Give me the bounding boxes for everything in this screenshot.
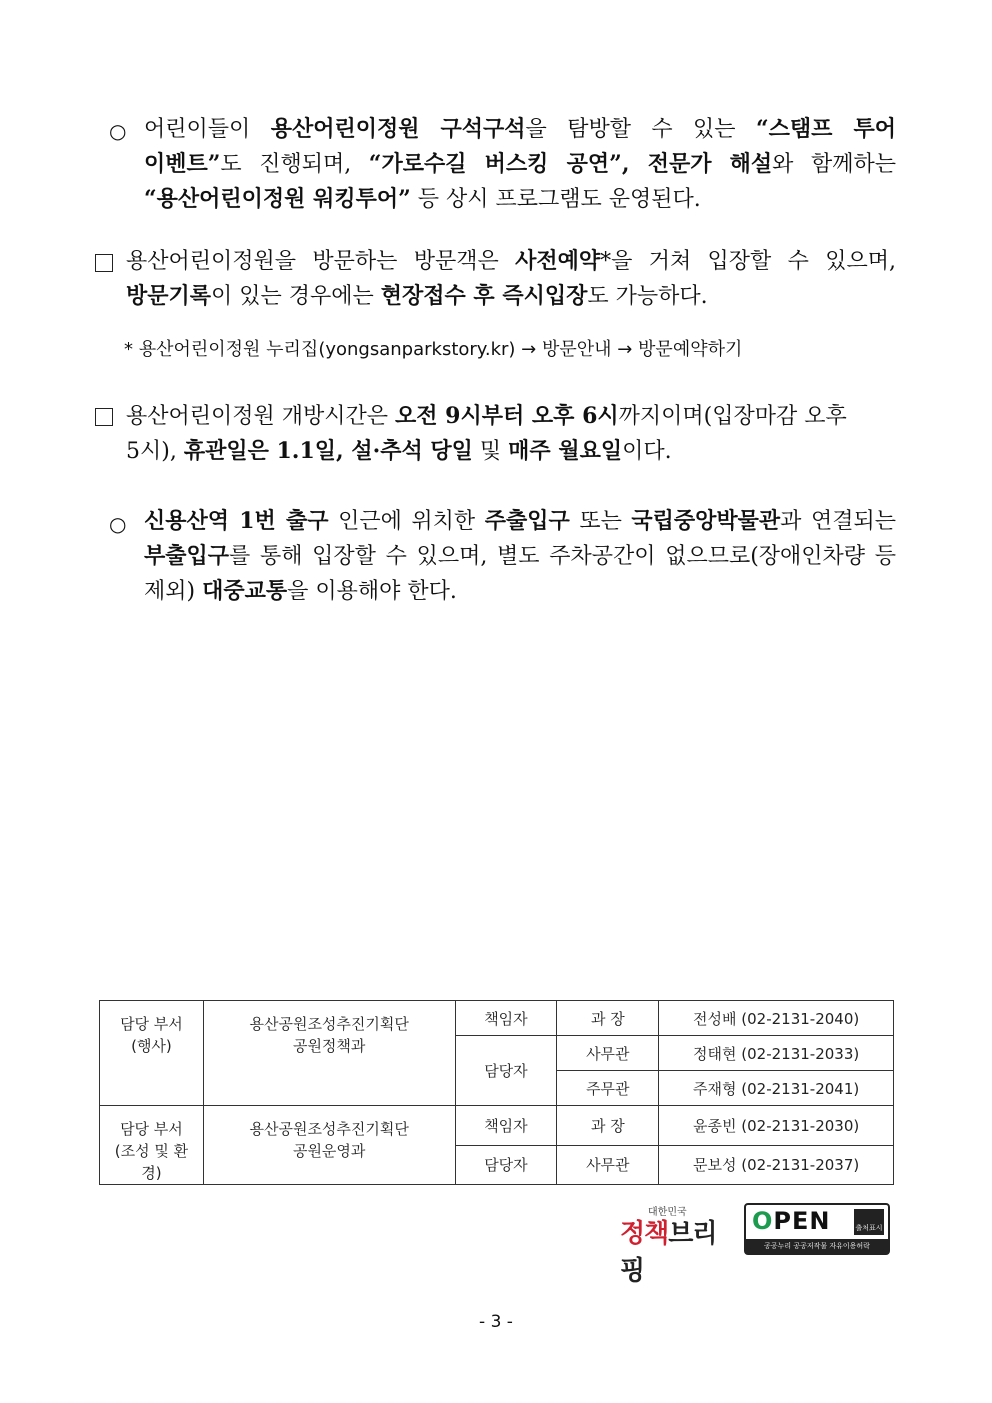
page-number: - 3 - [479,1312,513,1332]
person-cell: 윤종빈 (02-2131-2030) [659,1106,894,1146]
title-cell: 과 장 [557,1106,659,1146]
logo-area [620,1203,890,1286]
policy-briefing-logo: 대한민국 정책브리핑 [620,1207,717,1286]
title-cell: 과 장 [557,1001,659,1036]
role-cell: 담당자 [455,1036,557,1106]
title-cell: 사무관 [557,1036,659,1071]
table-row [100,1106,894,1146]
title-cell: 사무관 [557,1145,659,1185]
square-bullet [95,408,113,426]
role-cell: 책임자 [455,1001,557,1036]
role-cell: 책임자 [455,1106,557,1146]
title-cell: 주무관 [557,1071,659,1106]
person-cell: 문보성 (02-2131-2037) [659,1145,894,1185]
paragraph-stamp-tour: 어린이들이 용산어린이정원 구석구석을 탐방할 수 있는 “스탬프 투어 이벤트”도 진행되며, “가로수길 버스킹 공연”, 전문가 해설와 함께하는 “용산어린이정원 워킹투어” 등 상시 프로그램도 운영된다. [144,116,896,212]
role-cell: 담당자 [455,1145,557,1185]
attribution-icon: 출처표시 [854,1209,884,1235]
open-license-logo: OPEN 출처표시 공공누리 공공저작물 자유이용허락 [744,1203,890,1255]
table-row [100,1001,894,1036]
paragraph-reservation: 용산어린이정원을 방문하는 방문객은 사전예약*을 거쳐 입장할 수 있으며, 방문기록이 있는 경우에는 현장접수 후 즉시입장도 가능하다. [126,248,896,309]
paragraph-opening-hours: 용산어린이정원 개방시간은 오전 9시부터 오후 6시까지이며(입장마감 오후 5시), 휴관일은 1.1일, 설·추석 당일 및 매주 월요일이다. [126,403,847,464]
dept-label-construction: 담당 부서 (조성 및 환경) [100,1106,204,1185]
circle-bullet: ○ [109,119,127,143]
reservation-note: * 용산어린이정원 누리집(yongsanparkstory.kr) → 방문안내 → 방문예약하기 [124,339,743,360]
circle-bullet: ○ [109,512,127,536]
org-name-policy: 용산공원조성추진기획단 공원정책과 [203,1001,455,1106]
person-cell: 전성배 (02-2131-2040) [659,1001,894,1036]
contact-table [99,1000,894,1185]
square-bullet [95,254,113,272]
org-name-operation: 용산공원조성추진기획단 공원운영과 [203,1106,455,1185]
paragraph-entrance: 신용산역 1번 출구 인근에 위치한 주출입구 또는 국립중앙박물관과 연결되는 부출입구를 통해 입장할 수 있으며, 별도 주차공간이 없으므로(장애인차량 등 제외) 대중교통을 이용해야 한다. [144,508,896,604]
dept-label-event: 담당 부서 (행사) [100,1001,204,1106]
person-cell: 주재형 (02-2131-2041) [659,1071,894,1106]
person-cell: 정태현 (02-2131-2033) [659,1036,894,1071]
